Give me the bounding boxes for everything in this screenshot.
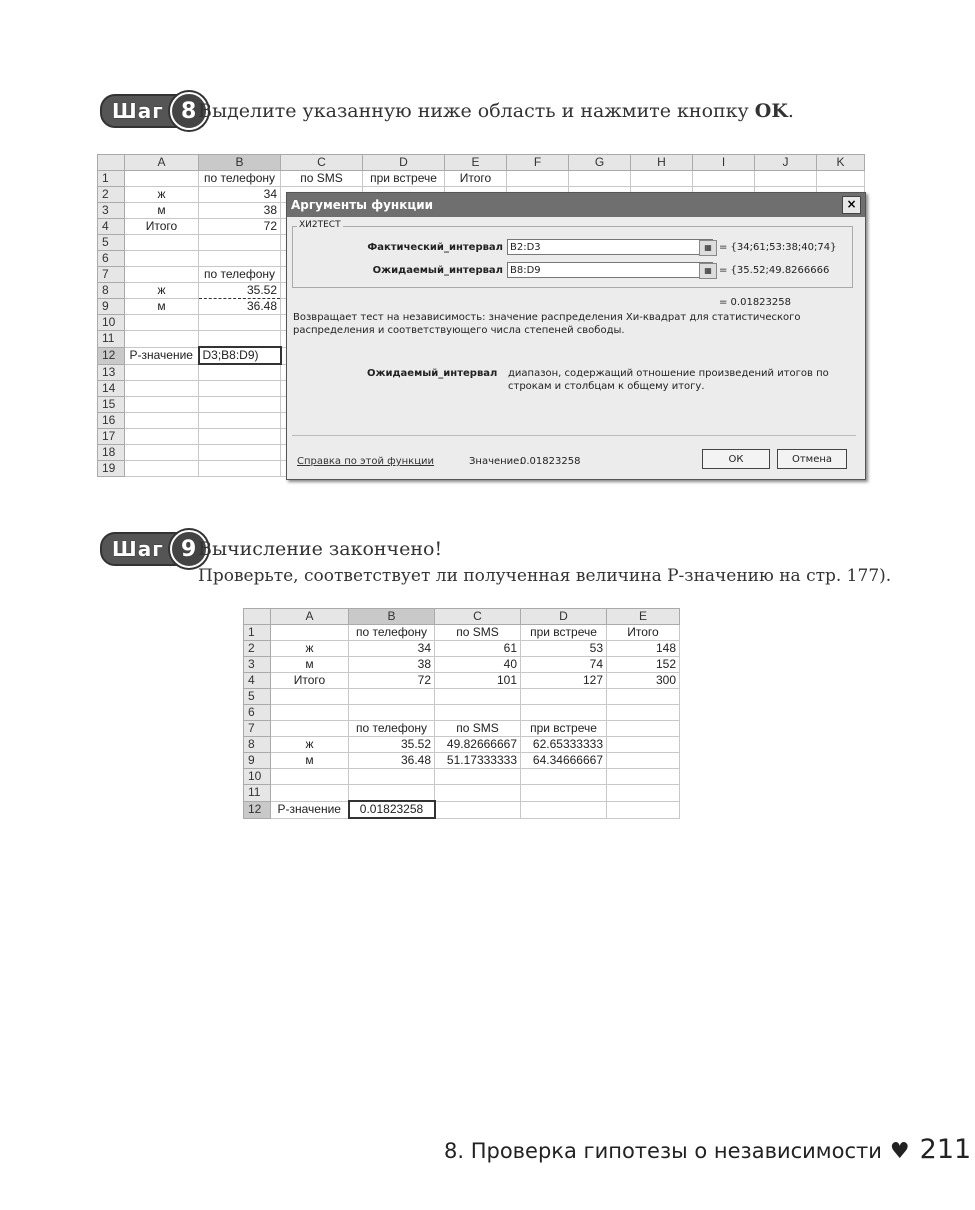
cell[interactable]: 300 bbox=[607, 673, 680, 689]
cell[interactable]: по SMS bbox=[281, 171, 363, 187]
row-header[interactable]: 16 bbox=[98, 413, 125, 429]
column-header[interactable]: B bbox=[349, 609, 435, 625]
table-row bbox=[244, 641, 680, 657]
cell[interactable] bbox=[125, 235, 199, 251]
cell[interactable] bbox=[125, 315, 199, 331]
chapter-title: 8. Проверка гипотезы о независимости bbox=[444, 1139, 882, 1163]
row-header[interactable]: 6 bbox=[244, 705, 271, 721]
cancel-button[interactable]: Отмена bbox=[777, 449, 847, 469]
cell[interactable]: D3;B8:D9) bbox=[199, 347, 281, 364]
row-header[interactable]: 12 bbox=[244, 801, 271, 818]
cell[interactable]: 35.52 bbox=[199, 283, 281, 299]
cell[interactable]: 0.01823258 bbox=[349, 801, 435, 818]
row-header[interactable]: 7 bbox=[98, 267, 125, 283]
row-header[interactable]: 17 bbox=[98, 429, 125, 445]
cell[interactable] bbox=[199, 413, 281, 429]
cell[interactable]: 36.48 bbox=[349, 753, 435, 769]
arg1-label: Фактический_интервал bbox=[367, 242, 503, 253]
table-row bbox=[244, 673, 680, 689]
row-header[interactable]: 18 bbox=[98, 445, 125, 461]
cell[interactable]: Итого bbox=[271, 673, 349, 689]
row-header[interactable]: 1 bbox=[98, 171, 125, 187]
cell[interactable] bbox=[521, 689, 607, 705]
row-header[interactable]: 15 bbox=[98, 397, 125, 413]
cell[interactable] bbox=[435, 705, 521, 721]
cell[interactable] bbox=[817, 171, 865, 187]
row-header[interactable]: 19 bbox=[98, 461, 125, 477]
row-header[interactable]: 13 bbox=[98, 364, 125, 381]
cell[interactable]: 127 bbox=[521, 673, 607, 689]
cell[interactable] bbox=[507, 171, 569, 187]
cell[interactable]: 72 bbox=[349, 673, 435, 689]
column-header[interactable]: F bbox=[507, 155, 569, 171]
table-row bbox=[244, 657, 680, 673]
cell[interactable] bbox=[199, 235, 281, 251]
cell[interactable] bbox=[521, 769, 607, 785]
row-header[interactable]: 8 bbox=[244, 737, 271, 753]
cell[interactable]: м bbox=[125, 203, 199, 219]
step-9-line1: Вычисление закончено! bbox=[198, 538, 443, 560]
cell[interactable]: м bbox=[271, 657, 349, 673]
cell[interactable] bbox=[435, 769, 521, 785]
row-header[interactable]: 5 bbox=[98, 235, 125, 251]
cell[interactable] bbox=[199, 445, 281, 461]
cell[interactable] bbox=[693, 171, 755, 187]
cell[interactable]: ж bbox=[125, 187, 199, 203]
page-footer bbox=[444, 1134, 971, 1165]
cell[interactable] bbox=[607, 705, 680, 721]
column-header[interactable]: B bbox=[199, 155, 281, 171]
table-row bbox=[244, 721, 680, 737]
table-row bbox=[244, 785, 680, 802]
cell[interactable]: 36.48 bbox=[199, 299, 281, 315]
step-8-instruction bbox=[198, 100, 794, 122]
table-row bbox=[244, 753, 680, 769]
arg1-result: = {34;61;53:38;40;74} bbox=[719, 242, 837, 253]
arg2-result: = {35.52;49.8266666 bbox=[719, 265, 830, 276]
collapse-dialog-icon[interactable]: ▦ bbox=[699, 263, 717, 279]
cell[interactable] bbox=[607, 721, 680, 737]
cell[interactable]: ж bbox=[271, 737, 349, 753]
ok-button[interactable]: ОК bbox=[702, 449, 770, 469]
column-header-row bbox=[98, 155, 865, 171]
dialog-separator bbox=[292, 435, 856, 436]
cell[interactable]: при встрече bbox=[521, 625, 607, 641]
row-header[interactable]: 11 bbox=[244, 785, 271, 802]
cell[interactable] bbox=[435, 801, 521, 818]
cell[interactable]: 53 bbox=[521, 641, 607, 657]
arg2-input[interactable]: B8:D9 bbox=[507, 262, 713, 278]
function-name: ХИ2ТЕСТ bbox=[299, 220, 341, 230]
cell[interactable]: 148 bbox=[607, 641, 680, 657]
cell[interactable] bbox=[125, 445, 199, 461]
column-header[interactable]: E bbox=[445, 155, 507, 171]
column-header[interactable]: C bbox=[435, 609, 521, 625]
cell[interactable] bbox=[607, 785, 680, 802]
help-link[interactable]: Справка по этой функции bbox=[297, 456, 435, 467]
column-header[interactable]: C bbox=[281, 155, 363, 171]
row-header[interactable]: 10 bbox=[98, 315, 125, 331]
cell[interactable]: 72 bbox=[199, 219, 281, 235]
cell[interactable] bbox=[271, 721, 349, 737]
row-header[interactable]: 14 bbox=[98, 381, 125, 397]
row-header[interactable]: 3 bbox=[98, 203, 125, 219]
row-header[interactable]: 12 bbox=[98, 347, 125, 364]
cell[interactable] bbox=[199, 315, 281, 331]
select-all-corner[interactable] bbox=[98, 155, 125, 171]
formula-result: = 0.01823258 bbox=[719, 297, 791, 308]
cell[interactable]: по SMS bbox=[435, 625, 521, 641]
column-header[interactable]: A bbox=[271, 609, 349, 625]
table-row bbox=[244, 737, 680, 753]
cell[interactable] bbox=[125, 364, 199, 381]
cell[interactable] bbox=[125, 413, 199, 429]
row-header[interactable]: 5 bbox=[244, 689, 271, 705]
cell[interactable] bbox=[199, 381, 281, 397]
arguments-group bbox=[292, 220, 853, 288]
step-badge-word: Шаг bbox=[100, 532, 192, 566]
table-row bbox=[244, 801, 680, 818]
step-9-line2: Проверьте, соответствует ли полученная величина Р-значению на стр. 177). bbox=[198, 566, 892, 586]
instruction-text: Выделите указанную ниже область и нажмите кнопку bbox=[198, 100, 755, 122]
column-header[interactable]: K bbox=[817, 155, 865, 171]
cell[interactable]: 38 bbox=[349, 657, 435, 673]
cell[interactable] bbox=[125, 381, 199, 397]
cell[interactable] bbox=[755, 171, 817, 187]
step-9-badge bbox=[100, 532, 208, 566]
row-header[interactable]: 2 bbox=[244, 641, 271, 657]
cell[interactable]: Р-значение bbox=[125, 347, 199, 364]
cell[interactable]: 152 bbox=[607, 657, 680, 673]
column-header[interactable]: A bbox=[125, 155, 199, 171]
cell[interactable] bbox=[271, 625, 349, 641]
column-header[interactable]: D bbox=[363, 155, 445, 171]
cell[interactable]: 74 bbox=[521, 657, 607, 673]
arg1-input[interactable]: B2:D3 bbox=[507, 239, 713, 255]
cell[interactable]: Итого bbox=[125, 219, 199, 235]
cell[interactable] bbox=[271, 705, 349, 721]
instruction-end: . bbox=[787, 100, 794, 122]
function-description: Возвращает тест на независимость: значение распределения Хи-квадрат для статистического распределения и соответствующего числа степеней свободы. bbox=[293, 312, 801, 336]
cell[interactable]: по телефону bbox=[199, 267, 281, 283]
param-name: Ожидаемый_интервал bbox=[367, 368, 498, 379]
table-row bbox=[244, 625, 680, 641]
cell[interactable] bbox=[125, 429, 199, 445]
collapse-dialog-icon[interactable]: ▦ bbox=[699, 240, 717, 256]
cell[interactable] bbox=[349, 785, 435, 802]
cell[interactable] bbox=[435, 689, 521, 705]
cell[interactable]: 49.82666667 bbox=[435, 737, 521, 753]
cell[interactable]: Итого bbox=[607, 625, 680, 641]
cell[interactable]: 64.34666667 bbox=[521, 753, 607, 769]
cell[interactable] bbox=[199, 331, 281, 348]
cell[interactable] bbox=[521, 785, 607, 802]
cell[interactable] bbox=[607, 753, 680, 769]
row-header[interactable]: 3 bbox=[244, 657, 271, 673]
arg2-label: Ожидаемый_интервал bbox=[372, 265, 503, 276]
cell[interactable] bbox=[349, 769, 435, 785]
column-header[interactable]: G bbox=[569, 155, 631, 171]
step-badge-number: 9 bbox=[170, 530, 208, 568]
close-icon[interactable]: × bbox=[842, 196, 861, 214]
cell[interactable]: 38 bbox=[199, 203, 281, 219]
cell[interactable]: 34 bbox=[199, 187, 281, 203]
step-badge-word: Шаг bbox=[100, 94, 192, 128]
cell[interactable] bbox=[199, 251, 281, 267]
heart-icon: ♥ bbox=[889, 1139, 910, 1164]
table-row bbox=[244, 769, 680, 785]
cell[interactable]: при встрече bbox=[363, 171, 445, 187]
cell[interactable]: 34 bbox=[349, 641, 435, 657]
cell[interactable]: Р-значение bbox=[271, 801, 349, 818]
column-header[interactable]: J bbox=[755, 155, 817, 171]
spreadsheet-step-9[interactable] bbox=[243, 608, 680, 819]
cell[interactable] bbox=[569, 171, 631, 187]
row-header[interactable]: 2 bbox=[98, 187, 125, 203]
row-header[interactable]: 9 bbox=[98, 299, 125, 315]
cell[interactable]: м bbox=[125, 299, 199, 315]
cell[interactable] bbox=[521, 801, 607, 818]
cell[interactable] bbox=[271, 785, 349, 802]
cell[interactable] bbox=[521, 705, 607, 721]
cell[interactable] bbox=[271, 689, 349, 705]
page-number: 211 bbox=[919, 1134, 972, 1165]
cell[interactable]: 62.65333333 bbox=[521, 737, 607, 753]
cell[interactable]: 40 bbox=[435, 657, 521, 673]
cell[interactable]: ж bbox=[271, 641, 349, 657]
cell[interactable]: 35.52 bbox=[349, 737, 435, 753]
cell[interactable] bbox=[199, 461, 281, 477]
row-header[interactable]: 10 bbox=[244, 769, 271, 785]
column-header[interactable]: H bbox=[631, 155, 693, 171]
cell[interactable]: ж bbox=[125, 283, 199, 299]
step-8-badge bbox=[100, 94, 208, 128]
cell[interactable] bbox=[349, 705, 435, 721]
table-row bbox=[98, 171, 865, 187]
select-all-corner[interactable] bbox=[244, 609, 271, 625]
cell[interactable] bbox=[125, 267, 199, 283]
cell[interactable] bbox=[349, 689, 435, 705]
table-row bbox=[244, 705, 680, 721]
cell[interactable] bbox=[607, 769, 680, 785]
column-header[interactable]: I bbox=[693, 155, 755, 171]
column-header[interactable]: E bbox=[607, 609, 680, 625]
cell[interactable]: по телефону bbox=[199, 171, 281, 187]
cell[interactable] bbox=[607, 737, 680, 753]
cell[interactable] bbox=[271, 769, 349, 785]
row-header[interactable]: 4 bbox=[98, 219, 125, 235]
row-header[interactable]: 6 bbox=[98, 251, 125, 267]
value-readout: 0.01823258 bbox=[520, 456, 581, 467]
cell[interactable]: при встрече bbox=[521, 721, 607, 737]
cell[interactable]: м bbox=[271, 753, 349, 769]
cell[interactable] bbox=[125, 251, 199, 267]
cell[interactable] bbox=[199, 364, 281, 381]
step-badge-number: 8 bbox=[170, 92, 208, 130]
value-label: Значение: bbox=[469, 456, 523, 467]
row-header[interactable]: 9 bbox=[244, 753, 271, 769]
dialog-title: Аргументы функции bbox=[291, 198, 434, 212]
cell[interactable]: по телефону bbox=[349, 625, 435, 641]
row-header[interactable]: 8 bbox=[98, 283, 125, 299]
cell[interactable] bbox=[199, 429, 281, 445]
row-header[interactable]: 1 bbox=[244, 625, 271, 641]
row-header[interactable]: 7 bbox=[244, 721, 271, 737]
cell[interactable] bbox=[631, 171, 693, 187]
row-header[interactable]: 11 bbox=[98, 331, 125, 348]
column-header[interactable]: D bbox=[521, 609, 607, 625]
param-description: диапазон, содержащий отношение произведений итогов по строкам и столбцам к общему итогу. bbox=[508, 368, 829, 392]
cell[interactable]: 51.17333333 bbox=[435, 753, 521, 769]
cell[interactable] bbox=[607, 689, 680, 705]
cell[interactable]: 101 bbox=[435, 673, 521, 689]
cell[interactable] bbox=[125, 171, 199, 187]
cell[interactable] bbox=[125, 331, 199, 348]
cell[interactable] bbox=[607, 801, 680, 818]
cell[interactable]: по телефону bbox=[349, 721, 435, 737]
cell[interactable] bbox=[435, 785, 521, 802]
function-arguments-dialog[interactable] bbox=[286, 192, 866, 480]
cell[interactable]: по SMS bbox=[435, 721, 521, 737]
dialog-title-bar[interactable] bbox=[287, 193, 865, 217]
cell[interactable] bbox=[125, 461, 199, 477]
cell[interactable]: Итого bbox=[445, 171, 507, 187]
row-header[interactable]: 4 bbox=[244, 673, 271, 689]
instruction-ok: OK bbox=[754, 100, 788, 122]
cell[interactable] bbox=[125, 397, 199, 413]
cell[interactable] bbox=[199, 397, 281, 413]
cell[interactable]: 61 bbox=[435, 641, 521, 657]
column-header-row bbox=[244, 609, 680, 625]
table-row bbox=[244, 689, 680, 705]
